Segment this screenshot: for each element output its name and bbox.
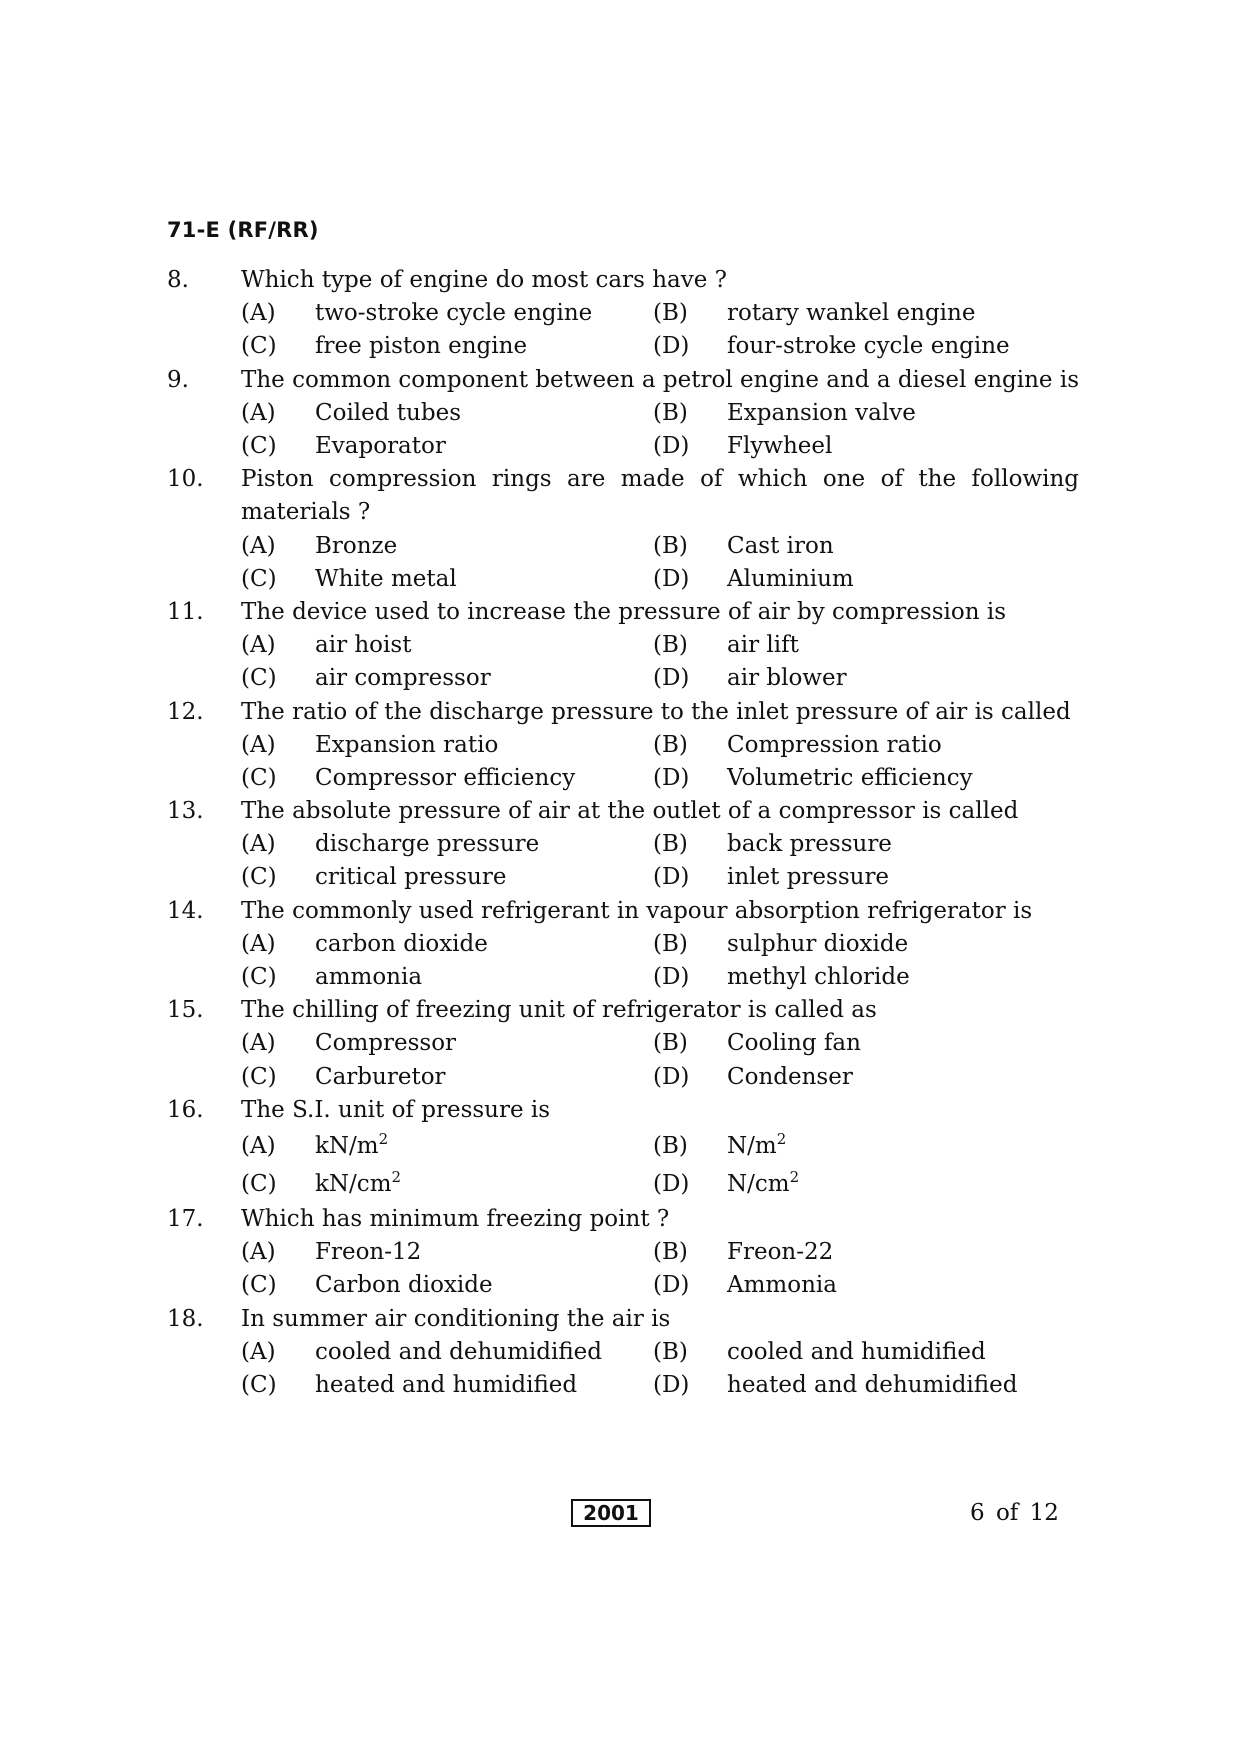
option-text — [315, 729, 498, 762]
option-label: (C) — [241, 1171, 277, 1198]
superscript: 2 — [391, 1168, 402, 1187]
option-text-main: Condenser — [727, 1063, 853, 1090]
option-label: (B) — [653, 632, 688, 659]
option-text — [727, 297, 975, 330]
option-label: (C) — [241, 864, 277, 891]
option-row — [167, 1269, 1079, 1302]
option-text — [727, 1369, 1017, 1402]
question-text: Piston compression rings are made of which one of the following materials ? — [241, 466, 1079, 526]
option-text-main: N/m — [727, 1133, 777, 1160]
page-number — [970, 1499, 1059, 1527]
option-label: (B) — [653, 1338, 688, 1365]
option-text-main: White metal — [315, 565, 457, 592]
option-text — [315, 961, 422, 994]
option-label: (B) — [653, 831, 688, 858]
option-row — [167, 1061, 1079, 1094]
option-text — [727, 1027, 861, 1060]
option-row — [167, 861, 1079, 894]
option-row — [167, 762, 1079, 795]
option-text — [315, 928, 488, 961]
option-text — [727, 397, 916, 430]
question-text: The S.I. unit of pressure is — [241, 1096, 551, 1123]
question-number: 11. — [167, 598, 204, 625]
question — [167, 696, 1079, 796]
booklet-code-box: 2001 — [571, 1499, 651, 1527]
question — [167, 463, 1079, 596]
option-text-main: Evaporator — [315, 432, 446, 459]
question-text: The ratio of the discharge pressure to the inlet pressure of air is called — [241, 698, 1071, 725]
option-text — [727, 1269, 837, 1302]
option-text-main: Ammonia — [727, 1272, 837, 1299]
option-row — [167, 563, 1079, 596]
option-text — [727, 762, 973, 795]
question-number: 12. — [167, 698, 204, 725]
option-label: (D) — [653, 1272, 690, 1299]
page-current: 6 — [970, 1500, 985, 1526]
option-text — [727, 563, 854, 596]
option-label: (D) — [653, 333, 690, 360]
option-label: (B) — [653, 300, 688, 327]
question — [167, 264, 1079, 364]
option-label: (B) — [653, 731, 688, 758]
question — [167, 795, 1079, 895]
option-label: (C) — [241, 333, 277, 360]
option-text-main: free piston engine — [315, 333, 528, 360]
option-text — [727, 629, 799, 662]
option-text — [727, 861, 889, 894]
option-text-main: methyl chloride — [727, 964, 910, 991]
option-text-main: four-stroke cycle engine — [727, 333, 1010, 360]
option-label: (B) — [653, 1030, 688, 1057]
option-text — [315, 662, 491, 695]
question-number: 18. — [167, 1305, 204, 1332]
option-text — [315, 1027, 456, 1060]
option-text-main: Cooling fan — [727, 1030, 861, 1057]
option-text — [727, 729, 942, 762]
superscript: 2 — [378, 1130, 389, 1149]
question-number: 8. — [167, 267, 189, 293]
option-text-main: air blower — [727, 665, 847, 692]
option-text-main: back pressure — [727, 831, 892, 858]
option-text-main: critical pressure — [315, 864, 507, 891]
option-text-main: Cast iron — [727, 532, 834, 559]
option-text-main: kN/m — [315, 1133, 379, 1160]
option-text-main: Compressor — [315, 1030, 457, 1057]
page-total: 12 — [1029, 1500, 1059, 1526]
superscript: 2 — [776, 1130, 787, 1149]
option-label: (A) — [241, 300, 276, 327]
option-text-main: two-stroke cycle engine — [315, 300, 593, 327]
option-row — [167, 1027, 1079, 1060]
option-text — [315, 828, 539, 861]
option-text-main: Carburetor — [315, 1063, 446, 1090]
option-label: (A) — [241, 1338, 276, 1365]
option-label: (B) — [653, 1239, 688, 1266]
question — [167, 1203, 1079, 1303]
option-label: (B) — [653, 532, 688, 559]
option-label: (A) — [241, 1030, 276, 1057]
option-row — [167, 297, 1079, 330]
question-number: 16. — [167, 1096, 204, 1123]
option-text — [727, 1236, 833, 1269]
option-text — [727, 928, 908, 961]
option-text-main: Carbon dioxide — [315, 1272, 493, 1299]
question-text: Which has minimum freezing point ? — [241, 1206, 670, 1233]
option-label: (C) — [241, 1272, 277, 1299]
option-text — [315, 629, 411, 662]
superscript: 2 — [789, 1168, 800, 1187]
option-text — [315, 1336, 602, 1369]
option-row — [167, 828, 1079, 861]
option-text-main: kN/cm — [315, 1171, 392, 1198]
option-text — [727, 1165, 799, 1203]
option-text — [315, 397, 461, 430]
question-text: Which type of engine do most cars have ? — [241, 267, 727, 293]
question-text: In summer air conditioning the air is — [241, 1305, 671, 1332]
question-number: 17. — [167, 1206, 204, 1233]
option-text-main: Bronze — [315, 532, 398, 559]
option-text-main: Expansion valve — [727, 399, 916, 426]
question — [167, 596, 1079, 696]
option-label: (A) — [241, 930, 276, 957]
option-text — [315, 1369, 577, 1402]
option-text-main: air compressor — [315, 665, 491, 692]
option-text — [315, 1269, 493, 1302]
option-label: (B) — [653, 1133, 688, 1160]
option-text — [315, 430, 446, 463]
option-label: (D) — [653, 764, 690, 791]
option-row — [167, 629, 1079, 662]
option-text — [315, 330, 527, 363]
option-text-main: Aluminium — [727, 565, 854, 592]
option-text-main: discharge pressure — [315, 831, 540, 858]
option-text — [315, 530, 397, 563]
option-text — [315, 1061, 446, 1094]
option-label: (C) — [241, 432, 277, 459]
option-row — [167, 1369, 1079, 1402]
option-row — [167, 1127, 1079, 1165]
question-text: The absolute pressure of air at the outlet of a compressor is called — [241, 798, 1019, 825]
option-label: (C) — [241, 665, 277, 692]
option-text — [315, 1127, 388, 1165]
option-text — [727, 430, 832, 463]
option-text — [727, 1336, 986, 1369]
option-label: (D) — [653, 1063, 690, 1090]
option-text — [727, 530, 834, 563]
question-number: 13. — [167, 798, 204, 825]
option-label: (C) — [241, 764, 277, 791]
option-text-main: Expansion ratio — [315, 731, 499, 758]
question-number: 14. — [167, 897, 204, 924]
question-number: 15. — [167, 997, 204, 1024]
option-text — [315, 861, 506, 894]
option-label: (D) — [653, 1171, 690, 1198]
question-text: The common component between a petrol engine and a diesel engine is — [241, 366, 1080, 393]
option-label: (D) — [653, 432, 690, 459]
option-text-main: cooled and humidified — [727, 1338, 986, 1365]
option-label: (A) — [241, 399, 276, 426]
option-text — [727, 1127, 786, 1165]
question-text: The commonly used refrigerant in vapour absorption refrigerator is — [241, 897, 1033, 924]
option-row — [167, 662, 1079, 695]
option-label: (D) — [653, 565, 690, 592]
option-text-main: heated and dehumidified — [727, 1372, 1018, 1398]
option-text-main: Freon-12 — [315, 1239, 422, 1266]
option-label: (A) — [241, 1239, 276, 1266]
question — [167, 1303, 1079, 1403]
option-label: (A) — [241, 731, 276, 758]
option-row — [167, 1336, 1079, 1369]
question-list — [167, 264, 1079, 1402]
option-text-main: Coiled tubes — [315, 399, 461, 426]
option-label: (A) — [241, 831, 276, 858]
option-label: (C) — [241, 1372, 277, 1398]
option-text — [727, 662, 847, 695]
question-text: The chilling of freezing unit of refrigerator is called as — [241, 997, 877, 1024]
option-label: (D) — [653, 1372, 690, 1398]
option-text-main: Flywheel — [727, 432, 833, 459]
option-text-main: heated and humidified — [315, 1372, 578, 1398]
option-text-main: Freon-22 — [727, 1239, 834, 1266]
option-label: (D) — [653, 964, 690, 991]
option-text — [315, 1236, 421, 1269]
option-label: (C) — [241, 1063, 277, 1090]
option-label: (D) — [653, 864, 690, 891]
option-text-main: inlet pressure — [727, 864, 890, 891]
option-text — [727, 828, 892, 861]
option-row — [167, 430, 1079, 463]
option-row — [167, 961, 1079, 994]
option-text-main: cooled and dehumidified — [315, 1338, 603, 1365]
option-text-main: Compression ratio — [727, 731, 942, 758]
option-text — [727, 1061, 853, 1094]
option-text — [315, 1165, 401, 1203]
option-text — [727, 330, 1010, 363]
option-text — [727, 961, 910, 994]
option-text-main: rotary wankel engine — [727, 300, 976, 327]
option-text-main: Volumetric efficiency — [727, 764, 973, 791]
option-row — [167, 397, 1079, 430]
option-label: (B) — [653, 930, 688, 957]
option-label: (A) — [241, 632, 276, 659]
option-row — [167, 729, 1079, 762]
option-row — [167, 330, 1079, 363]
option-text-main: ammonia — [315, 964, 423, 991]
option-text-main: air hoist — [315, 632, 412, 659]
question-text: The device used to increase the pressure of air by compression is — [241, 598, 1006, 625]
page-of-label: of — [995, 1500, 1019, 1526]
option-text-main: Compressor efficiency — [315, 764, 576, 791]
option-text-main: air lift — [727, 632, 799, 659]
option-row — [167, 1165, 1079, 1203]
option-text-main: carbon dioxide — [315, 930, 488, 957]
paper-code: 71-E (RF/RR) — [167, 218, 319, 242]
option-row — [167, 928, 1079, 961]
option-label: (A) — [241, 1133, 276, 1160]
option-text — [315, 563, 457, 596]
question — [167, 1094, 1079, 1203]
option-text-main: sulphur dioxide — [727, 930, 909, 957]
question-number: 10. — [167, 466, 204, 493]
option-row — [167, 530, 1079, 563]
question — [167, 895, 1079, 995]
question — [167, 994, 1079, 1094]
question-number: 9. — [167, 366, 189, 393]
question — [167, 364, 1079, 464]
option-text — [315, 762, 575, 795]
option-label: (A) — [241, 532, 276, 559]
option-label: (B) — [653, 399, 688, 426]
option-text-main: N/cm — [727, 1171, 790, 1198]
option-label: (C) — [241, 565, 277, 592]
option-label: (D) — [653, 665, 690, 692]
option-label: (C) — [241, 964, 277, 991]
option-row — [167, 1236, 1079, 1269]
option-text — [315, 297, 592, 330]
